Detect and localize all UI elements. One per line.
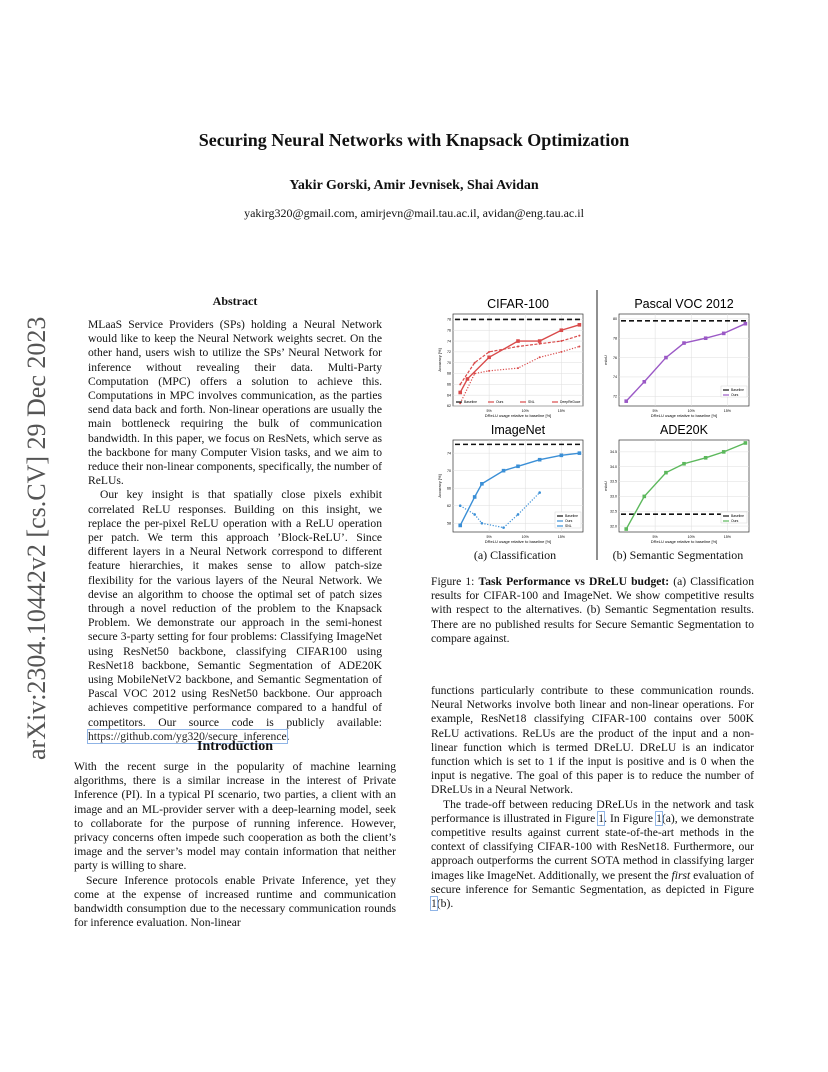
x-tick-label: 5%	[652, 535, 658, 539]
data-point	[538, 491, 541, 494]
right-p2-b: . In Figure	[604, 811, 657, 825]
figure-1	[431, 290, 761, 565]
right-p2-a: The trade-off between reducing DReLUs in the network and task performance is illustrated in Figure	[431, 797, 754, 825]
x-axis-label: DReLU usage relative to baseline [%]	[650, 539, 718, 544]
data-point	[487, 355, 491, 359]
data-point	[578, 323, 582, 327]
x-axis-label: DReLU usage relative to baseline [%]	[484, 413, 552, 418]
data-point	[459, 504, 462, 507]
x-tick-label: 5%	[486, 535, 492, 539]
y-tick-label: 72	[447, 350, 451, 355]
legend-label: Baseline	[731, 388, 745, 393]
legend-label: Baseline	[565, 514, 579, 519]
x-tick-label: 15%	[557, 409, 565, 413]
y-tick-label: 78	[447, 317, 451, 322]
caption-bold: Task Performance vs DReLU budget:	[478, 575, 670, 588]
x-tick-label: 15%	[557, 535, 565, 539]
abstract-body	[88, 318, 382, 744]
data-point	[466, 377, 470, 381]
x-tick-label: 10%	[687, 535, 695, 539]
legend-label: Ours	[731, 393, 739, 398]
x-axis-label: DReLU usage relative to baseline [%]	[484, 539, 552, 544]
data-point	[539, 356, 541, 358]
data-point	[744, 322, 748, 326]
data-point	[722, 332, 726, 336]
data-point	[624, 527, 628, 531]
y-tick-label: 32.5	[610, 509, 617, 514]
data-point	[502, 526, 505, 529]
y-tick-label: 74	[447, 451, 451, 456]
data-point	[642, 380, 646, 384]
data-point	[578, 451, 582, 455]
y-tick-label: 78	[613, 336, 617, 341]
y-tick-label: 58	[447, 521, 451, 526]
chart-title: Pascal VOC 2012	[634, 297, 734, 311]
y-axis-label: mIoU	[603, 481, 608, 491]
figure-ref-3[interactable]: 1	[431, 897, 437, 911]
data-point	[538, 339, 542, 343]
x-tick-label: 5%	[486, 409, 492, 413]
legend-label: SNL	[528, 400, 535, 405]
data-point	[560, 454, 564, 458]
data-point	[474, 362, 476, 364]
right-p2-c: (a), we demonstrate competitive results against current state-of-the-art methods in the context of classifying CIFAR-100 with ResNet18. Furthermore, our approach outperforms the current SOTA method in classifying larger images like ImageNet. Additionally, we present the	[431, 811, 754, 882]
abstract-end: .	[286, 729, 290, 743]
figure-1-plots	[431, 290, 761, 565]
data-point	[682, 462, 686, 466]
subcaption-b: (b) Semantic Segmentation	[612, 548, 744, 562]
right-paragraph-1: functions particularly contribute to these communication rounds. Neural Networks involve both linear and non-linear operations. For example, ResNet18 classifying CIFAR-100 contains over 500K ReLU activations. ReLUs are the product of the input and a non-linear function which is termed DReLU. DReLU is an indicator function which is set to 1 if the input is positive and is 0 when the input is negative. The goal of this paper is to reduce the number of DReLUs in a Neural Network.	[431, 684, 754, 797]
introduction-heading: Introduction	[197, 739, 273, 754]
y-tick-label: 32.0	[610, 524, 617, 529]
y-tick-label: 33.0	[610, 494, 617, 499]
data-point	[682, 341, 686, 345]
data-point	[539, 343, 541, 345]
x-tick-label: 10%	[687, 409, 695, 413]
data-point	[481, 522, 484, 525]
legend-label: Baseline	[464, 400, 478, 405]
y-axis-label: Accuracy [%]	[437, 348, 442, 372]
y-tick-label: 76	[613, 355, 617, 360]
figure-caption	[431, 575, 754, 646]
data-point	[624, 399, 628, 403]
data-point	[578, 345, 580, 347]
data-point	[704, 336, 708, 340]
data-point	[560, 351, 562, 353]
introduction-body	[74, 760, 396, 930]
x-axis-label: DReLU usage relative to baseline [%]	[650, 413, 718, 418]
data-point	[517, 345, 519, 347]
x-tick-label: 15%	[723, 409, 731, 413]
arxiv-watermark: arXiv:2304.10442v2 [cs.CV] 29 Dec 2023	[22, 316, 51, 760]
y-tick-label: 70	[447, 468, 451, 473]
y-tick-label: 76	[447, 328, 451, 333]
data-point	[517, 513, 520, 516]
x-tick-label: 15%	[723, 535, 731, 539]
x-tick-label: 10%	[521, 409, 529, 413]
data-point	[517, 367, 519, 369]
chart-panel-1	[603, 297, 749, 418]
data-point	[502, 469, 506, 473]
abstract-paragraph-1: MLaaS Service Providers (SPs) holding a Neural Network would like to keep the Neural Network weights secret. On the other hand, users wish to utilize the SPs’ Neural Network for inference without revealing their data. Multi-Party Computation (MPC) offers a solution to achieve this. Computations in MPC involves communication, as the parties send data back and forth. Non-linear operations are usually the main bottleneck requiring the bulk of communication bandwidth. In this paper, we focus on ResNets, which serve as the backbone for many Computer Vision tasks, and we aim to reduce their non-linear components, specifically, the number of ReLUs.	[88, 318, 382, 488]
y-tick-label: 34.0	[610, 464, 617, 469]
data-point	[560, 328, 564, 332]
data-point	[560, 340, 562, 342]
author-emails: yakirg320@gmail.com, amirjevn@mail.tau.ac.il, avidan@eng.tau.ac.il	[244, 206, 584, 220]
data-point	[664, 471, 668, 475]
chart-panel-2	[437, 423, 583, 544]
subcaption-a: (a) Classification	[473, 548, 557, 562]
intro-paragraph-2: Secure Inference protocols enable Private Inference, yet they come at the expense of increased runtime and communication bandwidth consumption due to the necessary communication rounds for inference evaluation. Non-linear	[74, 873, 396, 930]
legend-label: Ours	[496, 400, 504, 405]
y-tick-label: 62	[447, 503, 451, 508]
right-p2-d: evaluation of secure inference for Semantic Segmentation, as depicted in Figure	[431, 868, 754, 896]
y-tick-label: 64	[447, 393, 451, 398]
chart-title: ADE20K	[660, 423, 708, 437]
data-point	[474, 373, 476, 375]
y-tick-label: 66	[447, 486, 451, 491]
legend-label: DeepReDuce	[560, 400, 581, 405]
y-tick-label: 74	[613, 375, 617, 380]
x-tick-label: 10%	[521, 535, 529, 539]
y-tick-label: 33.5	[610, 479, 617, 484]
data-point	[458, 391, 462, 395]
x-tick-label: 5%	[652, 409, 658, 413]
caption-rest: (a) Classification results for CIFAR-100 and ImageNet. We show competitive results with respect to the alternatives. (b) Semantic Segmentation results. There are no published results for Secure Semantic Segmentation to compare against.	[431, 575, 754, 645]
data-point	[704, 456, 708, 460]
y-tick-label: 70	[447, 360, 451, 365]
data-point	[722, 450, 726, 454]
data-point	[480, 482, 484, 486]
chart-panel-3	[603, 423, 749, 544]
y-tick-label: 72	[613, 394, 617, 399]
right-p2-e: (b).	[436, 897, 454, 911]
y-tick-label: 62	[447, 404, 451, 409]
abstract-heading: Abstract	[212, 294, 258, 308]
data-point	[473, 495, 477, 499]
chart-panel-0	[437, 297, 583, 418]
y-axis-label: mIoU	[603, 355, 608, 365]
legend-label: Ours	[565, 519, 573, 524]
data-point	[488, 370, 490, 372]
y-tick-label: 80	[613, 317, 617, 322]
series-line-snl	[460, 493, 539, 528]
paper-title: Securing Neural Networks with Knapsack Optimization	[198, 130, 630, 150]
y-axis-label: Accuracy [%]	[437, 474, 442, 498]
data-point	[488, 351, 490, 353]
y-tick-label: 34.5	[610, 450, 617, 455]
right-column-body	[431, 684, 754, 911]
chart-title: ImageNet	[490, 423, 546, 437]
paper-authors: Yakir Gorski, Amir Jevnisek, Shai Avidan	[289, 178, 539, 193]
data-point	[516, 464, 520, 468]
data-point	[473, 513, 476, 516]
plot-frame	[453, 314, 583, 406]
y-tick-label: 68	[447, 371, 451, 376]
caption-prefix: Figure 1:	[431, 575, 479, 588]
y-tick-label: 66	[447, 382, 451, 387]
y-tick-label: 74	[447, 339, 451, 344]
data-point	[578, 335, 580, 337]
data-point	[459, 383, 461, 385]
abstract-paragraph-2	[88, 488, 382, 744]
figure-ref-2[interactable]: 1	[656, 811, 662, 825]
data-point	[458, 524, 462, 528]
chart-title: CIFAR-100	[487, 297, 549, 311]
legend-label: SNL	[565, 524, 572, 529]
legend-label: Ours	[731, 519, 739, 524]
source-code-link[interactable]: https://github.com/yg320/secure_inference	[88, 729, 287, 743]
right-paragraph-2	[431, 798, 754, 912]
data-point	[744, 441, 748, 445]
figure-ref-1[interactable]: 1	[598, 811, 605, 825]
right-p2-em: first	[671, 868, 691, 882]
abstract-paragraph-2-text: Our key insight is that spatially close pixels exhibit correlated ReLU responses. Building on this insight, we replace the per-pixel ReLU operation with a ReLU operation per patch. We term this approach ’Block-ReLU’. Since different layers in a Neural Network correspond to different feature hierarchies, it makes sense to allow patch-size flexibility for the various layers of the Neural Network. We devise an algorithm to choose the optimal set of patch sizes through a novel reduction of the problem to the Knapsack Problem. We demonstrate our approach in the semi-honest secure 3-party setting for four problems: Classifying ImageNet using ResNet50 backbone, classifying CIFAR100 using ResNet18 backbone, Semantic Segmentation of ADE20K using MobileNetV2 backbone, and Semantic Segmentation of Pascal VOC 2012 using ResNet50 backbone. Our approach achieves competitive performance compared to a handful of competitors. Our source code is publicly available:	[88, 488, 382, 729]
data-point	[516, 339, 520, 343]
data-point	[642, 495, 646, 499]
intro-paragraph-1: With the recent surge in the popularity of machine learning algorithms, there is a similar increase in the interest of Private Inference (PI). In a typical PI scenario, two parties, a client with an image and an ML-provider server with a deep-learning model, seek to collaborate for the purpose of running inference. However, privacy concerns often impede such cooperation as both the client’s image and the server’s model may contain information that neither party is willing to share.	[74, 760, 396, 873]
legend-label: Baseline	[731, 514, 745, 519]
data-point	[664, 356, 668, 360]
data-point	[538, 458, 542, 462]
